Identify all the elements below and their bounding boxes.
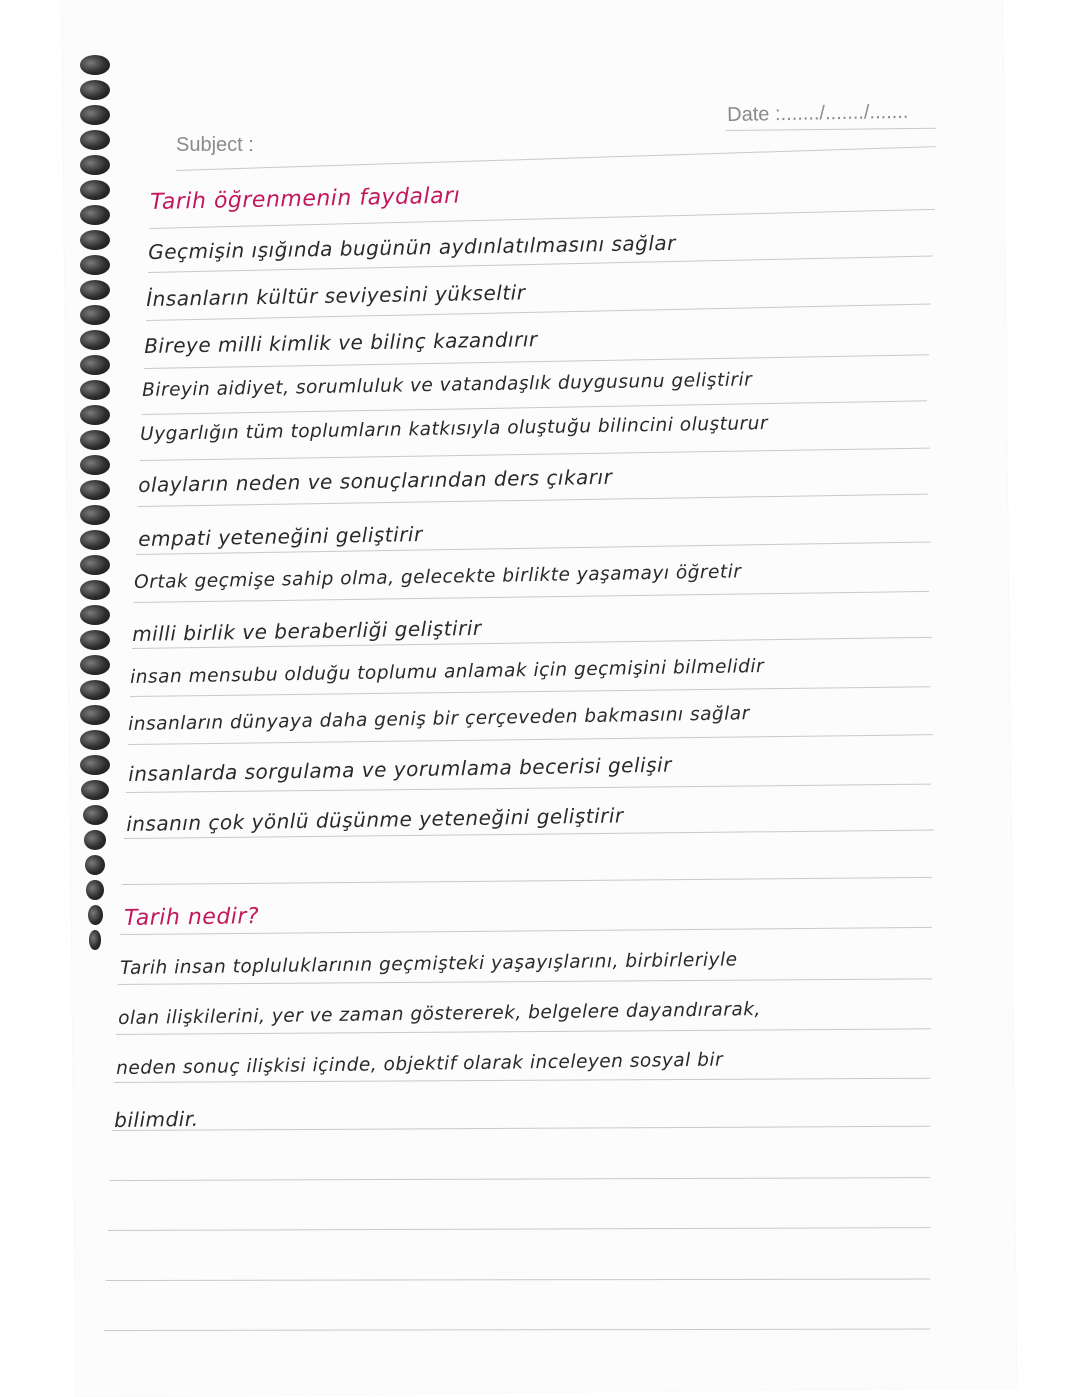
- binding-hole: [83, 805, 108, 825]
- binding-hole: [80, 330, 110, 350]
- binding-hole: [80, 505, 110, 525]
- binding-hole: [80, 605, 110, 625]
- binding-hole: [80, 455, 110, 475]
- benefit-item: Bireye milli kimlik ve bilinç kazandırır: [144, 327, 538, 358]
- benefit-item: insan mensubu olduğu toplumu anlamak için geçmişini bilmelidir: [130, 655, 765, 688]
- binding-hole: [84, 830, 107, 850]
- binding-hole: [80, 55, 110, 75]
- binding-hole: [80, 630, 110, 650]
- binding-hole: [80, 730, 110, 750]
- section-1-title: Tarih öğrenmenin faydaları: [150, 183, 461, 215]
- benefit-item: insanların dünyaya daha geniş bir çerçeveden bakmasını sağlar: [128, 703, 750, 735]
- binding-hole: [80, 280, 110, 300]
- binding-hole: [80, 530, 110, 550]
- definition-line: neden sonuç ilişkisi içinde, objektif olarak inceleyen sosyal bir: [116, 1049, 724, 1079]
- definition-line: olan ilişkilerini, yer ve zaman göstererek, belgelere dayandırarak,: [118, 999, 761, 1029]
- binding-hole: [80, 255, 110, 275]
- binding-hole: [85, 855, 105, 875]
- binding-hole: [80, 555, 110, 575]
- binding-hole: [80, 480, 110, 500]
- binding-hole: [80, 80, 110, 100]
- spiral-binding: [80, 55, 120, 955]
- binding-hole: [80, 655, 110, 675]
- binding-hole: [89, 930, 102, 950]
- definition-line: Tarih insan topluluklarının geçmişteki yaşayışlarını, birbirleriyle: [120, 949, 738, 979]
- definition-line: bilimdir.: [114, 1106, 199, 1132]
- binding-hole: [80, 405, 110, 425]
- binding-hole: [80, 580, 110, 600]
- benefit-item: Uygarlığın tüm toplumların katkısıyla oluştuğu bilincini oluşturur: [140, 413, 769, 445]
- binding-hole: [80, 130, 110, 150]
- binding-hole: [80, 680, 110, 700]
- benefit-item: Bireyin aidiyet, sorumluluk ve vatandaşlık duygusunu geliştirir: [142, 369, 753, 401]
- binding-hole: [80, 155, 110, 175]
- binding-hole: [80, 355, 110, 375]
- binding-hole: [80, 705, 110, 725]
- benefit-item: insanın çok yönlü düşünme yeteneğini geliştirir: [126, 803, 624, 836]
- binding-hole: [80, 380, 110, 400]
- benefit-item: Geçmişin ışığında bugünün aydınlatılmasını sağlar: [148, 230, 677, 264]
- subject-label: Subject :: [176, 134, 254, 156]
- benefit-item: İnsanların kültür seviyesini yükseltir: [146, 280, 526, 311]
- binding-hole: [80, 305, 110, 325]
- binding-hole: [80, 180, 110, 200]
- binding-hole: [86, 880, 104, 900]
- benefit-item: olayların neden ve sonuçlarından ders çıkarır: [138, 464, 613, 497]
- benefit-item: empati yeteneğini geliştirir: [138, 522, 423, 551]
- binding-hole: [80, 430, 110, 450]
- benefit-item: milli birlik ve beraberliği geliştirir: [132, 615, 482, 646]
- binding-hole: [80, 755, 110, 775]
- benefit-item: insanlarda sorgulama ve yorumlama becerisi gelişir: [128, 752, 673, 786]
- binding-hole: [80, 205, 110, 225]
- date-label: Date :......./......./.......: [727, 100, 909, 126]
- binding-hole: [81, 780, 109, 800]
- binding-hole: [88, 905, 103, 925]
- binding-hole: [80, 105, 110, 125]
- section-2-title: Tarih nedir?: [124, 904, 260, 931]
- binding-hole: [80, 230, 110, 250]
- benefit-item: Ortak geçmişe sahip olma, gelecekte birlikte yaşamayı öğretir: [134, 561, 742, 593]
